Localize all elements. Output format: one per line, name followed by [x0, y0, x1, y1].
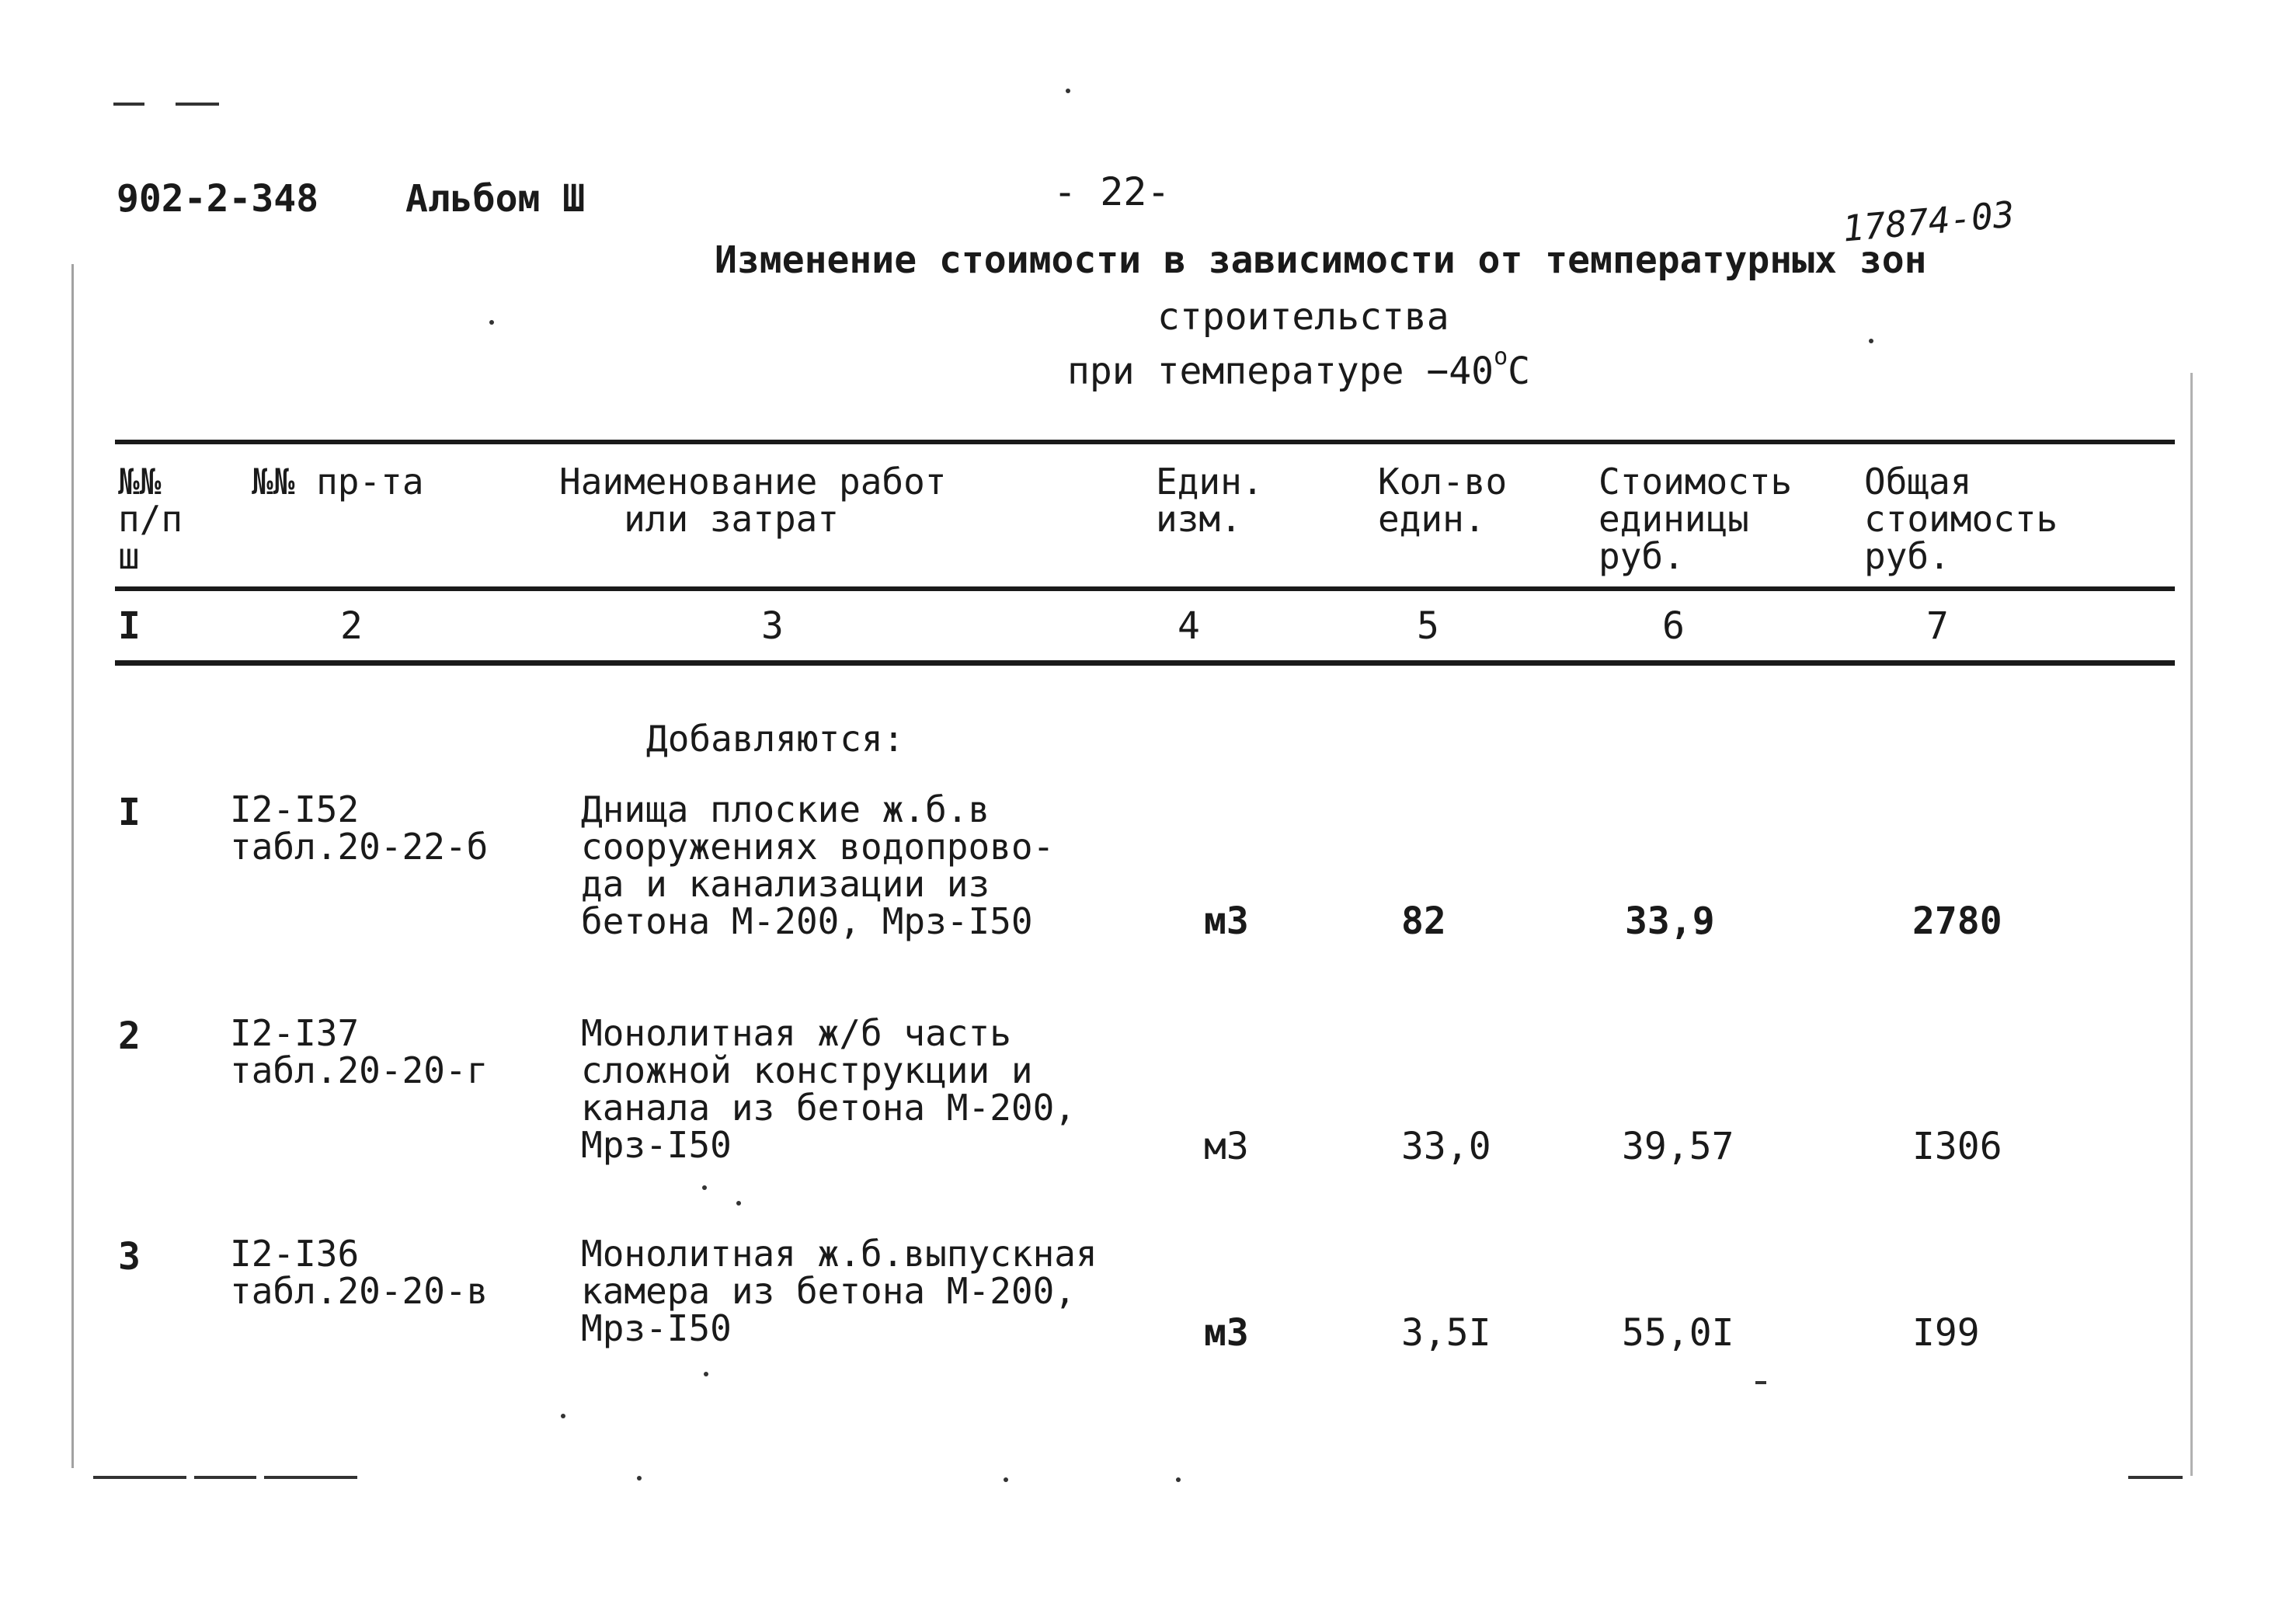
- scan-speck: [637, 1476, 642, 1481]
- col-header-number: №№ п/п ш: [118, 461, 183, 577]
- section-label: Добавляются:: [646, 718, 905, 760]
- scan-speck: [561, 1414, 565, 1418]
- table-top-rule: [115, 440, 2175, 444]
- row-name: Монолитная ж.б.выпускная камера из бетона М-200, Мрз-I50: [581, 1233, 1098, 1349]
- scan-speck: [489, 320, 494, 325]
- col-header-name: Наименование работ или затрат: [559, 461, 947, 540]
- col-number-7: 7: [1926, 604, 1949, 648]
- title-line-3-unit: C: [1508, 350, 1531, 393]
- row-project: I2-I37 табл.20-20-г: [230, 1012, 489, 1091]
- row-qty: 82: [1401, 899, 1446, 943]
- row-qty: 3,5I: [1401, 1311, 1491, 1355]
- degree-sign: o: [1494, 343, 1508, 371]
- row-number: 3: [118, 1235, 141, 1279]
- scan-speck: [1176, 1477, 1181, 1482]
- row-total: I99: [1912, 1311, 1980, 1355]
- row-name: Монолитная ж/б часть сложной конструкции и канала из бетона М-200, Мрз-I50: [581, 1012, 1076, 1166]
- col-number-2: 2: [340, 604, 363, 648]
- col-number-4: 4: [1178, 604, 1200, 648]
- title-line-3: [1067, 343, 1531, 393]
- column-numbers-rule: [115, 660, 2175, 666]
- row-number: I: [118, 791, 141, 834]
- row-unit-cost: 39,57: [1622, 1125, 1734, 1168]
- title-line-2: строительства: [1157, 295, 1449, 339]
- col-header-qty: Кол-во един.: [1378, 461, 1508, 540]
- row-unit-cost: 33,9: [1625, 899, 1715, 943]
- row-project: I2-I36 табл.20-20-в: [230, 1233, 489, 1312]
- col-number-1: I: [118, 604, 141, 648]
- row-total: I306: [1912, 1125, 2002, 1168]
- col-header-unit: Един. изм.: [1156, 461, 1264, 540]
- scan-dash: [93, 1476, 186, 1479]
- left-margin-line: [71, 264, 74, 1468]
- scan-dash: [2128, 1476, 2183, 1479]
- project-code: 902-2-348: [117, 177, 319, 221]
- col-header-unit-cost: Стоимость единицы руб.: [1599, 461, 1793, 577]
- scan-dash: [113, 103, 144, 106]
- row-unit: м3: [1204, 899, 1249, 943]
- album-label: Альбом Ш: [405, 177, 586, 221]
- scan-speck: [702, 1185, 707, 1190]
- row-project: I2-I52 табл.20-22-б: [230, 788, 489, 868]
- col-number-5: 5: [1417, 604, 1439, 648]
- col-number-3: 3: [761, 604, 784, 648]
- scan-speck: [736, 1201, 741, 1206]
- title-line-3-text: при температуре −40: [1067, 350, 1494, 393]
- col-number-6: 6: [1662, 604, 1685, 648]
- scan-dash: [176, 103, 219, 106]
- row-unit-cost: 55,0I: [1622, 1311, 1734, 1355]
- page-number: - 22-: [1053, 169, 1171, 214]
- row-unit: м3: [1204, 1311, 1249, 1355]
- title-line-1: Изменение стоимости в зависимости от температурных зон: [715, 238, 1927, 282]
- handwritten-number: 17874-03: [1841, 193, 2016, 250]
- right-margin-line: [2190, 373, 2193, 1476]
- col-header-project: №№ пр-та: [252, 461, 424, 503]
- scan-speck: [704, 1372, 708, 1376]
- scan-speck: [1869, 339, 1873, 343]
- row-unit: м3: [1204, 1125, 1249, 1168]
- scan-dash: [264, 1476, 357, 1479]
- header-bottom-rule: [115, 586, 2175, 591]
- row-qty: 33,0: [1401, 1125, 1491, 1168]
- scan-dash: [1755, 1381, 1766, 1384]
- row-name: Днища плоские ж.б.в сооружениях водопрово- да и канализации из бетона М-200, Мрз-I50: [581, 788, 1055, 942]
- col-header-total: Общая стоимость руб.: [1864, 461, 2058, 577]
- row-number: 2: [118, 1014, 141, 1058]
- scan-dash: [194, 1476, 256, 1479]
- row-total: 2780: [1912, 899, 2002, 943]
- scan-speck: [1066, 89, 1070, 93]
- scan-speck: [1004, 1477, 1008, 1482]
